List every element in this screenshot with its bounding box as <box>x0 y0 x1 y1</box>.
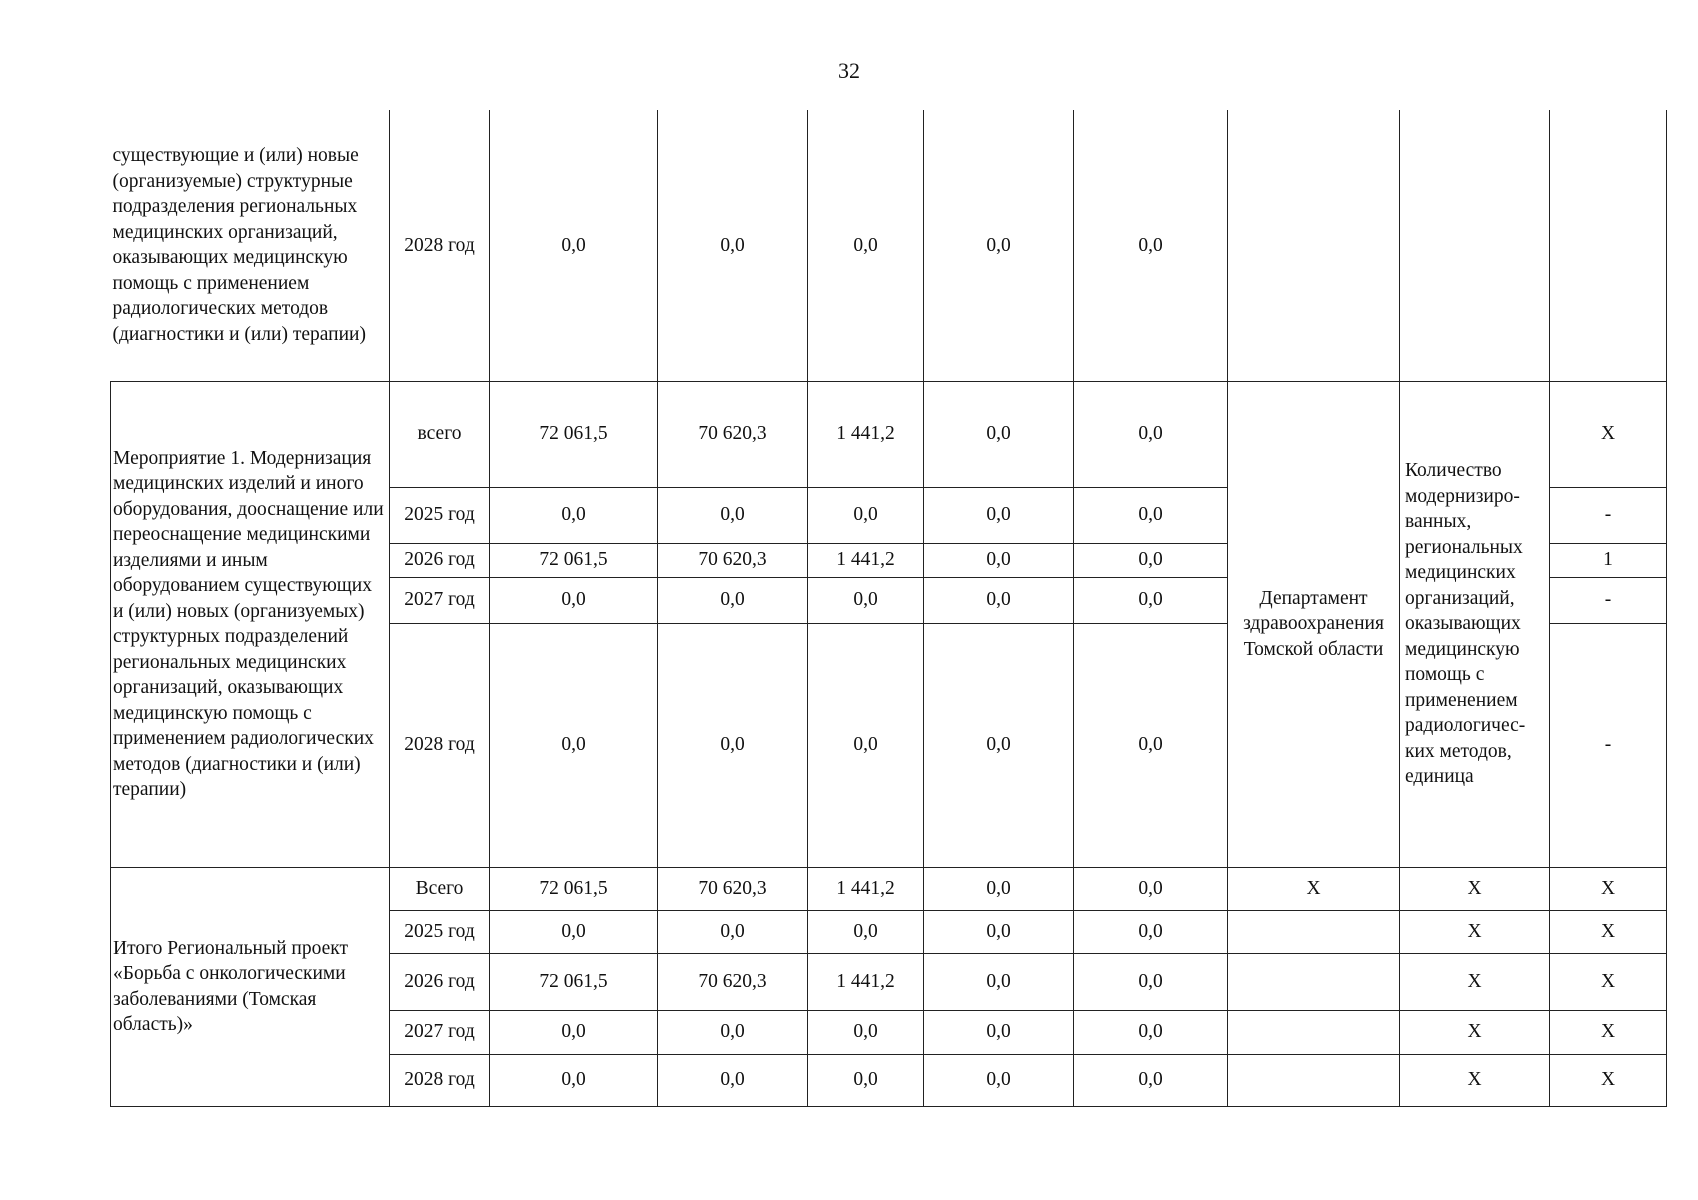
value-cell: 0,0 <box>924 953 1074 1010</box>
value-cell: 72 061,5 <box>490 543 658 577</box>
value-cell: 0,0 <box>808 110 924 381</box>
value-cell: 72 061,5 <box>490 953 658 1010</box>
target-cell: X <box>1550 867 1667 910</box>
measure-name-cell: Мероприятие 1. Модернизация медицинских изделий и иного оборудования, дооснащение или переоснащение медицинскими изделиями и иным оборудованием существующих и (или) новых (организуемых) структурных подразделений региональных медицинских организаций, оказывающих медицинскую помощь с применением радиологических методов (диагностики и (или) терапии) <box>111 381 390 867</box>
value-cell: 0,0 <box>924 110 1074 381</box>
value-cell: 0,0 <box>924 623 1074 867</box>
indicator-cell: X <box>1400 1054 1550 1106</box>
year-cell: всего <box>390 381 490 487</box>
value-cell: 0,0 <box>1074 867 1228 910</box>
department-cell <box>1228 910 1400 953</box>
fragment-name-cell: существующие и (или) новые (организуемые) структурные подразделения региональных медицинских организаций, оказывающих медицинскую помощь с применением радиологических методов (диагностики и (или) терапии) <box>111 110 390 381</box>
target-cell: X <box>1550 1054 1667 1106</box>
value-cell: 0,0 <box>1074 1010 1228 1054</box>
value-cell: 0,0 <box>658 623 808 867</box>
target-cell: X <box>1550 910 1667 953</box>
value-cell: 72 061,5 <box>490 867 658 910</box>
department-cell <box>1228 1054 1400 1106</box>
value-cell: 1 441,2 <box>808 543 924 577</box>
value-cell: 70 620,3 <box>658 867 808 910</box>
indicator-cell: Количество модернизиро-ванных, региональных медицинских организаций, оказывающих медицинскую помощь с применением радиологичес-ких методов, единица <box>1400 381 1550 867</box>
value-cell: 0,0 <box>658 487 808 543</box>
target-cell: - <box>1550 577 1667 623</box>
year-cell: 2027 год <box>390 577 490 623</box>
value-cell: 70 620,3 <box>658 543 808 577</box>
value-cell: 0,0 <box>924 577 1074 623</box>
value-cell: 0,0 <box>1074 110 1228 381</box>
table-row <box>111 867 1667 910</box>
year-cell: 2028 год <box>390 1054 490 1106</box>
value-cell: 0,0 <box>924 487 1074 543</box>
value-cell: 72 061,5 <box>490 381 658 487</box>
year-cell: 2026 год <box>390 953 490 1010</box>
target-cell: - <box>1550 487 1667 543</box>
year-cell: 2027 год <box>390 1010 490 1054</box>
value-cell: 0,0 <box>490 1054 658 1106</box>
target-cell: X <box>1550 1010 1667 1054</box>
department-cell <box>1228 1010 1400 1054</box>
value-cell: 0,0 <box>1074 953 1228 1010</box>
value-cell: 0,0 <box>658 1054 808 1106</box>
value-cell: 0,0 <box>924 910 1074 953</box>
year-cell: Всего <box>390 867 490 910</box>
table-row <box>111 110 1667 381</box>
year-cell: 2025 год <box>390 910 490 953</box>
indicator-cell: X <box>1400 1010 1550 1054</box>
page-number: 32 <box>838 58 860 83</box>
total-name-cell: Итого Региональный проект «Борьба с онкологическими заболеваниями (Томская область)» <box>111 867 390 1106</box>
year-cell: 2028 год <box>390 623 490 867</box>
value-cell: 0,0 <box>808 623 924 867</box>
indicator-cell <box>1400 110 1550 381</box>
value-cell: 70 620,3 <box>658 953 808 1010</box>
value-cell: 1 441,2 <box>808 381 924 487</box>
value-cell: 0,0 <box>490 577 658 623</box>
value-cell: 0,0 <box>808 487 924 543</box>
value-cell: 0,0 <box>924 1054 1074 1106</box>
value-cell: 0,0 <box>1074 543 1228 577</box>
indicator-cell: X <box>1400 910 1550 953</box>
value-cell: 0,0 <box>490 487 658 543</box>
value-cell: 0,0 <box>1074 381 1228 487</box>
value-cell: 0,0 <box>490 910 658 953</box>
value-cell: 0,0 <box>808 577 924 623</box>
value-cell: 0,0 <box>490 1010 658 1054</box>
department-cell <box>1228 110 1400 381</box>
table-row <box>111 381 1667 487</box>
indicator-cell: X <box>1400 867 1550 910</box>
value-cell: 0,0 <box>1074 1054 1228 1106</box>
value-cell: 0,0 <box>808 910 924 953</box>
indicator-cell: X <box>1400 953 1550 1010</box>
value-cell: 0,0 <box>1074 910 1228 953</box>
department-cell: Департамент здравоохранения Томской области <box>1228 381 1400 867</box>
value-cell: 1 441,2 <box>808 867 924 910</box>
value-cell: 0,0 <box>808 1054 924 1106</box>
target-cell <box>1550 110 1667 381</box>
value-cell: 0,0 <box>1074 487 1228 543</box>
year-cell: 2025 год <box>390 487 490 543</box>
value-cell: 0,0 <box>658 577 808 623</box>
value-cell: 0,0 <box>658 110 808 381</box>
target-cell: X <box>1550 381 1667 487</box>
value-cell: 0,0 <box>924 867 1074 910</box>
value-cell: 1 441,2 <box>808 953 924 1010</box>
year-cell: 2026 год <box>390 543 490 577</box>
value-cell: 0,0 <box>1074 577 1228 623</box>
target-cell: - <box>1550 623 1667 867</box>
value-cell: 0,0 <box>490 623 658 867</box>
value-cell: 0,0 <box>924 1010 1074 1054</box>
year-cell: 2028 год <box>390 110 490 381</box>
value-cell: 0,0 <box>658 910 808 953</box>
value-cell: 0,0 <box>808 1010 924 1054</box>
target-cell: X <box>1550 953 1667 1010</box>
value-cell: 0,0 <box>1074 623 1228 867</box>
value-cell: 0,0 <box>924 543 1074 577</box>
department-cell <box>1228 953 1400 1010</box>
budget-table <box>110 110 1667 1107</box>
department-cell: X <box>1228 867 1400 910</box>
value-cell: 0,0 <box>658 1010 808 1054</box>
value-cell: 70 620,3 <box>658 381 808 487</box>
target-cell: 1 <box>1550 543 1667 577</box>
value-cell: 0,0 <box>924 381 1074 487</box>
value-cell: 0,0 <box>490 110 658 381</box>
